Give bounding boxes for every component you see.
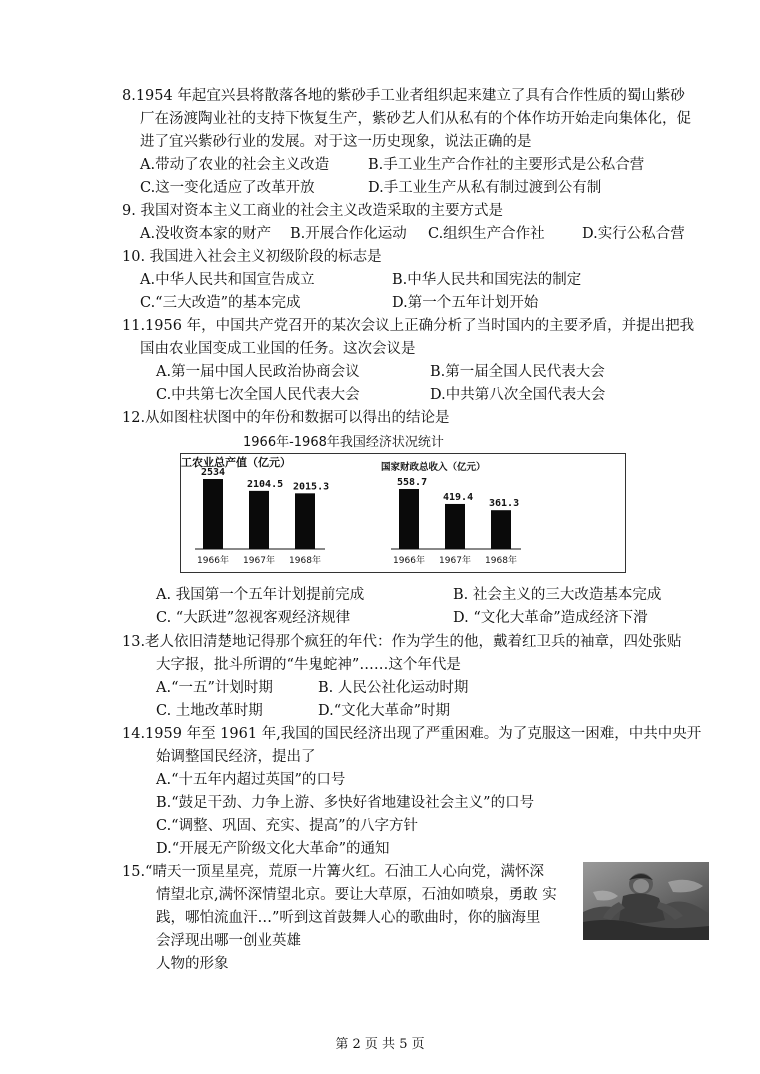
q13-option-c: C. 土地改革时期 xyxy=(156,703,263,719)
q12-option-d: D. “文化大革命”造成经济下滑 xyxy=(453,610,648,626)
series-1-bar-1968年 xyxy=(295,493,315,549)
series-2-value-label: 558.7 xyxy=(397,477,428,488)
q11-option-b: B.第一届全国人民代表大会 xyxy=(430,364,605,380)
q8-option-a: A.带动了农业的社会主义改造 xyxy=(140,157,330,173)
q13-option-b: B. 人民公社化运动时期 xyxy=(318,680,469,696)
q8-stem-line-2: 厂在汤渡陶业社的支持下恢复生产，紫砂艺人们从私有的个体作坊开始走向集体化，促 xyxy=(140,111,691,127)
q12-option-b: B. 社会主义的三大改造基本完成 xyxy=(453,587,662,603)
bar-chart-frame xyxy=(180,453,626,573)
q15-stem-line-5: 人物的形象 xyxy=(156,956,229,972)
q12-option-c: C. “大跃进”忽视客观经济规律 xyxy=(156,610,351,626)
q10-option-d: D.第一个五年计划开始 xyxy=(392,295,539,311)
q9-option-c: C.组织生产合作社 xyxy=(428,226,545,242)
q10-option-b: B.中华人民共和国宪法的制定 xyxy=(392,272,582,288)
q8-option-d: D.手工业生产从私有制过渡到公有制 xyxy=(368,180,602,196)
q15-stem-line-4: 会浮现出哪一创业英雄 xyxy=(156,933,301,949)
q15-stem-line-3: 践，哪怕流血汗…”听到这首鼓舞人心的歌曲时，你的脑海里 xyxy=(156,910,541,926)
series-1-value-label: 2104.5 xyxy=(247,478,284,490)
chart-title: 1966年-1968年我国经济状况统计 xyxy=(243,435,444,450)
q13-stem-line-2: 大字报，批斗所谓的“牛鬼蛇神”……这个年代是 xyxy=(156,657,461,673)
series-2-bar-1967年 xyxy=(445,504,465,549)
series-2-bar-1966年 xyxy=(399,489,419,549)
q12-option-a: A. 我国第一个五年计划提前完成 xyxy=(156,587,365,603)
q13-option-a: A.“一五”计划时期 xyxy=(156,680,273,696)
series-2-bar-1968年 xyxy=(491,510,511,549)
q10-stem: 10. 我国进入社会主义初级阶段的标志是 xyxy=(122,249,382,265)
q8-option-c: C.这一变化适应了改革开放 xyxy=(140,180,315,196)
series-1-category-label: 1968年 xyxy=(289,556,321,566)
q9-option-b: B.开展合作化运动 xyxy=(290,226,407,242)
page-footer: 第 2 页 共 5 页 xyxy=(335,1037,425,1052)
q13-stem-line-1: 13.老人依旧清楚地记得那个疯狂的年代：作为学生的他，戴着红卫兵的袖章，四处张贴 xyxy=(122,634,682,650)
q10-option-c: C.“三大改造”的基本完成 xyxy=(140,295,301,311)
series-1-bar-1966年 xyxy=(203,479,223,549)
series-1-bar-1967年 xyxy=(249,491,269,549)
q9-stem: 9. 我国对资本主义工商业的社会主义改造采取的主要方式是 xyxy=(122,203,503,219)
q14-stem-line-2: 始调整国民经济，提出了 xyxy=(156,749,316,765)
q11-stem-line-1: 11.1956 年，中国共产党召开的某次会议上正确分析了当时国内的主要矛盾，并提出把我 xyxy=(122,318,695,334)
series-1-value-label: 2015.3 xyxy=(293,481,330,493)
series-1-category-label: 1967年 xyxy=(243,556,275,566)
q10-option-a: A.中华人民共和国宣告成立 xyxy=(140,272,315,288)
oil-worker-photo xyxy=(583,862,709,940)
q9-option-a: A.没收资本家的财产 xyxy=(140,226,272,242)
series-2-category-label: 1968年 xyxy=(485,556,517,566)
series-1-value-label: 2534 xyxy=(201,467,226,478)
q12-stem: 12.从如图柱状图中的年份和数据可以得出的结论是 xyxy=(122,410,450,426)
series-1-category-label: 1966年 xyxy=(197,556,229,566)
q14-option-a: A.“十五年内超过英国”的口号 xyxy=(156,772,346,788)
q13-option-d: D.“文化大革命”时期 xyxy=(318,703,451,719)
bar-chart xyxy=(181,454,624,571)
q14-option-b: B.“鼓足干劲、力争上游、多快好省地建设社会主义”的口号 xyxy=(156,795,535,811)
series-2-legend: 国家财政总收入（亿元） xyxy=(381,462,486,473)
q11-stem-line-2: 国由农业国变成工业国的任务。这次会议是 xyxy=(140,341,416,357)
q14-option-d: D.“开展无产阶级文化大革命”的通知 xyxy=(156,841,390,857)
q11-option-d: D.中共第八次全国代表大会 xyxy=(430,387,606,403)
series-2-value-label: 419.4 xyxy=(443,491,474,503)
q8-stem-line-3: 进了宜兴紫砂行业的发展。对于这一历史现象，说法正确的是 xyxy=(140,134,532,150)
q15-stem-line-1: 15.“晴天一顶星星亮，荒原一片篝火红。石油工人心向党，满怀深 xyxy=(122,864,544,880)
q9-option-d: D.实行公私合营 xyxy=(582,226,685,242)
series-2-category-label: 1966年 xyxy=(393,556,425,566)
series-1-legend: 工农业总产值（亿元） xyxy=(181,456,291,469)
q15-stem-line-2: 情望北京,满怀深情望北京。要让大草原，石油如喷泉，勇敢 实 xyxy=(156,887,557,903)
series-2-value-label: 361.3 xyxy=(489,498,520,510)
q8-option-b: B.手工业生产合作社的主要形式是公私合营 xyxy=(368,157,645,173)
q8-stem-line-1: 8.1954 年起宜兴县将散落各地的紫砂手工业者组织起来建立了具有合作性质的蜀山紫砂 xyxy=(122,88,685,104)
q14-stem-line-1: 14.1959 年至 1961 年,我国的国民经济出现了严重困难。为了克服这一困难，中共中央开 xyxy=(122,726,702,742)
q11-option-c: C.中共第七次全国人民代表大会 xyxy=(156,387,360,403)
q11-option-a: A.第一届中国人民政治协商会议 xyxy=(156,364,360,380)
q14-option-c: C.“调整、巩固、充实、提高”的八字方针 xyxy=(156,818,419,834)
series-2-category-label: 1967年 xyxy=(439,556,471,566)
